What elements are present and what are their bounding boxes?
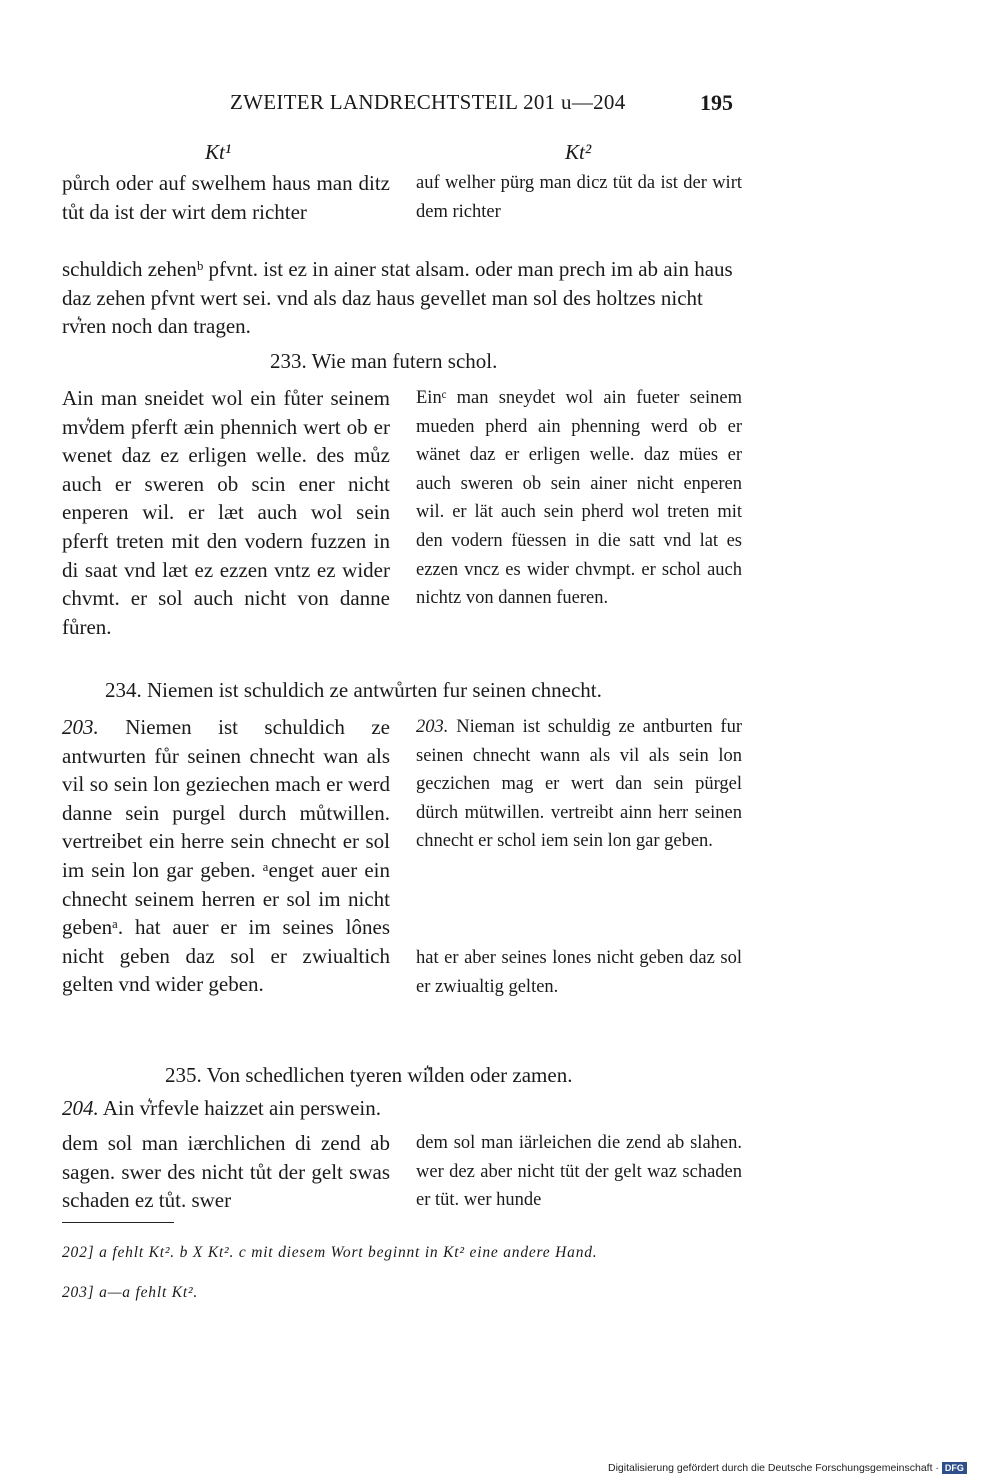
- siglum-right: Kt²: [565, 140, 592, 164]
- s234-left-number: 203.: [62, 715, 99, 739]
- section-235-heading: 235. Von schedlichen tyeren wi͛lden oder zamen.: [165, 1063, 573, 1087]
- s234-right-number: 203.: [416, 717, 449, 737]
- digitization-credit: [608, 1462, 967, 1474]
- footnote-203: 203] a—a fehlt Kt².: [62, 1284, 199, 1301]
- running-header: ZWEITER LANDRECHTSTEIL 201 u—204: [230, 90, 626, 114]
- s234-right-text-2: hat er aber seines lones nicht geben daz sol er zwiualtig gelten.: [416, 948, 742, 997]
- siglum-left: Kt¹: [205, 140, 232, 164]
- s202-left-text: půrch oder auf swelhem haus man ditz tůt da ist der wirt dem richter: [62, 171, 390, 224]
- section-233-heading: 233. Wie man futern schol.: [270, 349, 498, 373]
- footnote-202: 202] a fehlt Kt². b X Kt². c mit diesem Wort beginnt in Kt² eine andere Hand.: [62, 1244, 598, 1261]
- dfg-logo: DFG: [942, 1462, 967, 1474]
- s235-left-text: dem sol man iærchlichen di zend ab sagen. swer des nicht tůt der gelt swas schaden ez tůt. swer: [62, 1131, 390, 1213]
- s233-left-text: Ain man sneidet wol ein fůter seinem mv͛dem pferft æin phennich wert ob er wenet daz ez erligen welle. des můz auch er sweren ob scin ener nicht enperen wil. er læt auch wol sein pferft treten mit den vodern fuzzen in di saat vnd læt ez ezzen vntz ez wider chvmt. er sol auch nicht von danne fůren.: [62, 386, 390, 639]
- s234-right-text: [416, 713, 742, 856]
- s235-sub-text: Ain v͛rfevle haizzet ain perswein.: [102, 1096, 381, 1120]
- section-234-heading: 234. Niemen ist schuldich ze antwůrten fur seinen chnecht.: [105, 678, 602, 702]
- footnote-rule: [62, 1222, 174, 1223]
- s233-right-text: Einᶜ man sneydet wol ain fueter seinem mueden pherd ain phenning werd ob er wänet daz er erligen welle. daz mües er auch sweren ob sein ainer nicht enperen wil. er lät auch sein pherd wol treten mit den vodern füessen in die satt vnd lat es ezzen vncz es wider chvmpt. er schol auch nichtz von dannen fueren.: [416, 388, 742, 609]
- s235-sub-number: 204.: [62, 1096, 99, 1120]
- s202-full-text: schuldich zehenᵇ pfvnt. ist ez in ainer stat alsam. oder man prech im ab ain haus daz zehen pfvnt wert sei. vnd als daz haus gevellet man sol des holtzes nicht rv͛ren noch dan tragen.: [62, 257, 733, 339]
- s234-right-body: Nieman ist schuldig ze antburten fur seinen chnecht wann als vil als sein lon geczichen mag er wert dan sein pürgel dürch mütwillen. vertreibt ainn herr seinen chnecht er schol iem sein lon gar geben.: [416, 717, 742, 852]
- s234-left-text: [62, 713, 390, 999]
- page-number: 195: [700, 90, 733, 115]
- credit-text: Digitalisierung gefördert durch die Deutsche Forschungsgemeinschaft ·: [608, 1462, 939, 1474]
- section-235-subheading: [62, 1096, 381, 1121]
- s234-left-body: Niemen ist schuldich ze antwurten fůr seinen chnecht wan als vil so sein lon geziechen mach er werd danne sein purgel durch můtwillen. vertreibet ein herre sein chnecht er sol im sein lon gar geben. ᵃenget auer ein chnecht seinem herren er sol im nicht gebenᵃ. hat auer er im seines lônes nicht geben daz sol er zwiualtich gelten vnd wider geben.: [62, 715, 390, 997]
- s235-right-text: dem sol man iärleichen die zend ab slahen. wer dez aber nicht tüt der gelt waz schaden er tüt. wer hunde: [416, 1133, 742, 1211]
- s202-right-text: auf welher pürg man dicz tüt da ist der wirt dem richter: [416, 173, 742, 222]
